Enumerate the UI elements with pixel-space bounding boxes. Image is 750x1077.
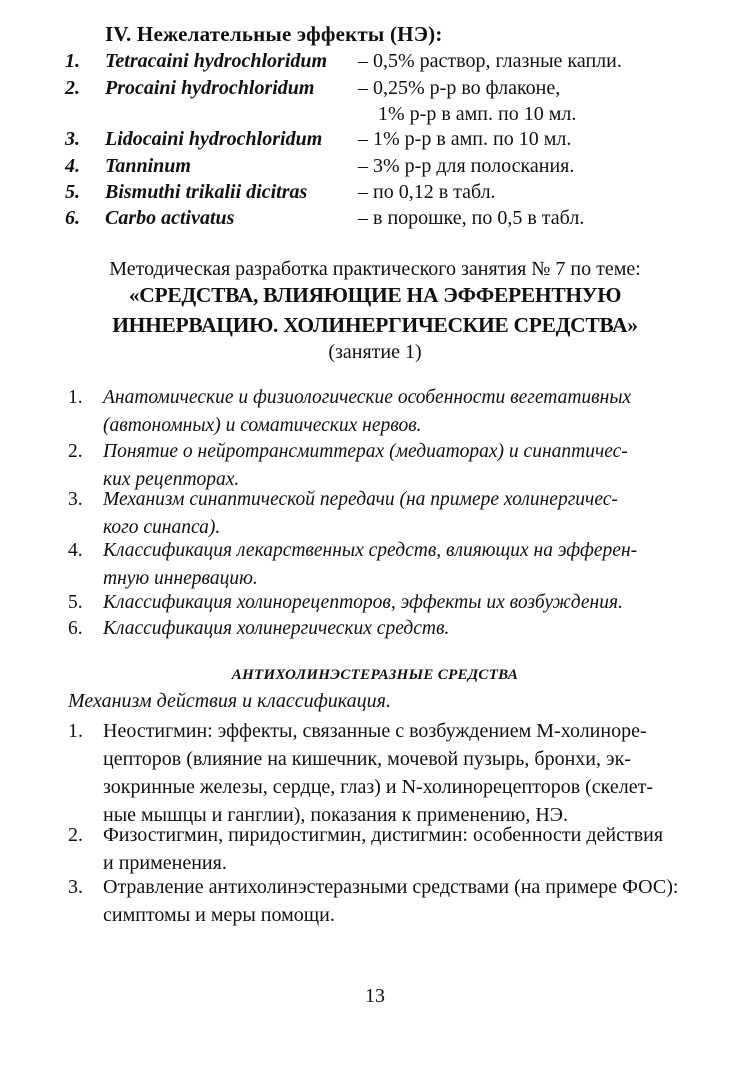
lesson-subtitle: Методическая разработка практического занятия № 7 по теме: (109, 258, 641, 280)
drug-row (0, 77, 750, 105)
drug-number: 4. (65, 155, 80, 177)
topic-number: 1. (68, 720, 83, 742)
drug-name: Tetracaini hydrochloridum (105, 50, 328, 72)
topic-line: зокринные железы, сердце, глаз) и N-холинорецепторов (скелет- (103, 776, 654, 798)
question-number: 5. (68, 592, 83, 613)
section-title: IV. Нежелательные эффекты (НЭ): (105, 22, 443, 46)
topic-line: симптомы и меры помощи. (103, 904, 335, 926)
drug-form-continuation: 1% р-р в амп. по 10 мл. (378, 103, 577, 125)
topic-line: цепторов (влияние на кишечник, мочевой пузырь, бронхи, эк- (103, 748, 631, 770)
question-line: Классификация холинергических средств. (103, 618, 450, 639)
lesson-title-line1: «СРЕДСТВА, ВЛИЯЮЩИЕ НА ЭФФЕРЕНТНУЮ (128, 283, 622, 307)
drug-number: 6. (65, 207, 80, 229)
question-line: ких рецепторах. (103, 469, 240, 490)
topic-number: 3. (68, 876, 83, 898)
drug-number: 1. (65, 50, 80, 72)
topic-line: Отравление антихолинэстеразными средствами (на примере ФОС): (103, 876, 679, 898)
drug-form: – в порошке, по 0,5 в табл. (358, 207, 585, 229)
question-number: 4. (68, 540, 83, 561)
drug-number: 3. (65, 128, 80, 150)
topic-line: Неостигмин: эффекты, связанные с возбуждением М-холиноре- (103, 720, 647, 742)
drug-name: Carbo activatus (105, 207, 235, 229)
question-line: тную иннервацию. (103, 568, 258, 589)
drug-form: – 3% р-р для полоскания. (358, 155, 575, 177)
drug-name: Bismuthi trikalii dicitras (105, 181, 308, 203)
drug-row (0, 207, 750, 235)
topic-line: ные мышцы и ганглии), показания к применению, НЭ. (103, 804, 568, 826)
drug-number: 2. (65, 77, 80, 99)
drug-number: 5. (65, 181, 80, 203)
drug-form: – 0,5% раствор, глазные капли. (358, 50, 622, 72)
lesson-title-line2: ИННЕРВАЦИЮ. ХОЛИНЕРГИЧЕСКИЕ СРЕДСТВА» (112, 313, 638, 337)
drug-form: – 0,25% р-р во флаконе, (358, 77, 561, 99)
question-number: 3. (68, 489, 83, 510)
topic-line: Физостигмин, пиридостигмин, дистигмин: особенности действия (103, 824, 664, 846)
drug-row (0, 181, 750, 209)
question-line: Классификация холинорецепторов, эффекты их возбуждения. (103, 592, 623, 613)
drug-row (0, 50, 750, 78)
question-line: Классификация лекарственных средств, влияющих на эфферен- (103, 540, 638, 561)
drug-form: – по 0,12 в табл. (358, 181, 496, 203)
section-heading: АНТИХОЛИНЭСТЕРАЗНЫЕ СРЕДСТВА (231, 667, 519, 683)
drug-name: Procaini hydrochloridum (105, 77, 315, 99)
question-line: Понятие о нейротрансмиттерах (медиаторах) и синаптичес- (103, 441, 628, 462)
question-number: 6. (68, 618, 83, 639)
drug-name: Tanninum (105, 155, 191, 177)
drug-form: – 1% р-р в амп. по 10 мл. (358, 128, 572, 150)
drug-row-continuation (0, 103, 750, 131)
drug-row (0, 155, 750, 183)
question-line: кого синапса). (103, 517, 221, 538)
drug-name: Lidocaini hydrochloridum (105, 128, 323, 150)
mechanism-line: Механизм действия и классификация. (68, 690, 391, 712)
page-number: 13 (365, 985, 385, 1007)
question-line: (автономных) и соматических нервов. (103, 415, 422, 436)
question-number: 2. (68, 441, 83, 462)
topic-number: 2. (68, 824, 83, 846)
question-line: Анатомические и физиологические особенности вегетативных (103, 387, 632, 408)
topic-line: и применения. (103, 852, 227, 874)
question-line: Механизм синаптической передачи (на примере холинергичес- (103, 489, 618, 510)
drug-row (0, 128, 750, 156)
lesson-number: (занятие 1) (328, 341, 422, 363)
question-number: 1. (68, 387, 83, 408)
